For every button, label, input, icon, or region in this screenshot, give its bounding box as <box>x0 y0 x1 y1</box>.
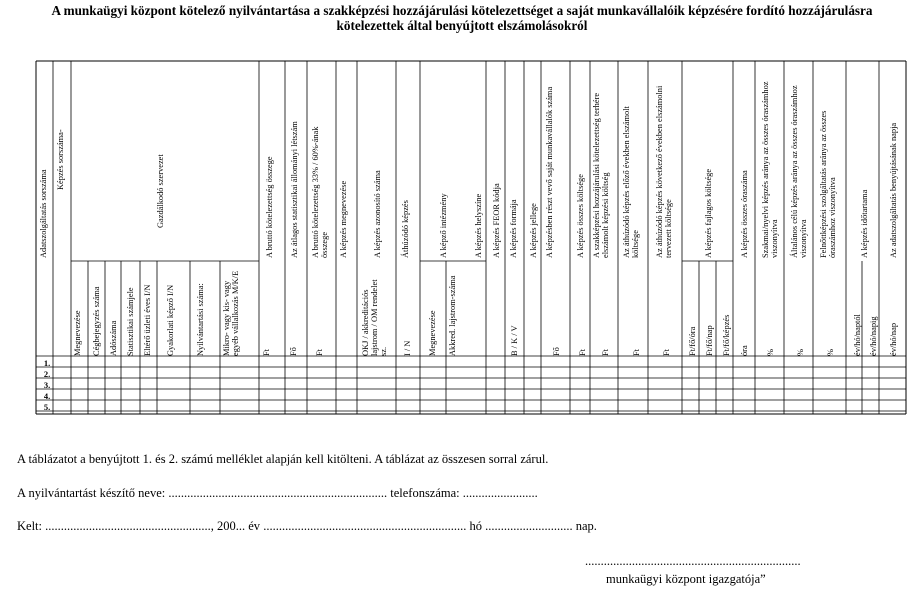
kelt-label: Kelt: <box>17 519 42 533</box>
registrar-phone-field[interactable]: ........................ <box>462 486 538 500</box>
sub-header-fo-1: Fő <box>289 347 298 356</box>
sub-header-ft-fo-nap: Ft/fő/nap <box>705 325 714 356</box>
sub-header-akkred-lajstrom: Akkred. lajstrom-száma <box>448 275 457 356</box>
row-number-5: 5. <box>43 402 51 412</box>
col-header-gazdalkodo: Gazdálkodó szervezet <box>156 154 165 228</box>
place-field[interactable]: ....................................................., <box>45 519 214 533</box>
registrar-line <box>17 486 538 501</box>
col-header-atlagos-letszam: Az átlagos statisztikai állományi létszám <box>290 121 299 258</box>
sub-header-ft-6: Ft <box>662 349 671 356</box>
col-header-felnottkepzes-arany: Felnőttképzési szolgáltatás aránya az összes óraszámhoz viszonyítva <box>819 110 837 258</box>
sub-header-nyilvantartasi: Nyilvántartási száma: <box>196 283 205 356</box>
col-header-kepzes-formaja: A képzés formája <box>509 199 518 258</box>
sub-header-fo-2: Fő <box>552 347 561 356</box>
col-header-benyujtas-napja: Az adatszolgáltatás benyújtásának napja <box>889 122 898 258</box>
sub-header-percent-3: % <box>826 349 835 356</box>
sub-header-vallalkozas-tipus: Mikro- vagy kis- vagy egyéb vállalkozás M/K/E <box>222 270 240 356</box>
signature-title: munkaügyi központ igazgatója” <box>606 572 766 586</box>
col-header-kepzes-megnevezese: A képzés megnevezése <box>339 180 348 258</box>
page-title <box>0 3 924 33</box>
year-field[interactable]: 200... év <box>217 519 261 533</box>
col-header-kepzes-sorszama: Képzés sorszáma- <box>56 129 65 190</box>
month-label: hó <box>469 519 482 533</box>
col-header-kepzes-azonosito: A képzés azonosító száma <box>373 170 382 258</box>
col-header-szakmai-nyelvi-arany: Szakmai/nyelvi képzés aránya az összes óraszámhoz viszonyítva <box>761 81 779 258</box>
sub-header-ft-1: Ft <box>262 349 271 356</box>
day-label: nap. <box>575 519 597 533</box>
dated-line <box>17 519 597 534</box>
col-header-osszes-koltseg: A képzés összes költsége <box>576 174 585 258</box>
sub-header-ft-fo-ora: Ft/fő/óra <box>688 326 697 356</box>
sub-header-b-k-v: B / K / V <box>510 325 519 356</box>
col-header-brutto-33-60: A bruttó kötelezettség 33% / 60%-ának összege <box>311 126 329 258</box>
title-line-1: A munkaügyi központ kötelező nyilvántartása a szakképzési hozzájárulási kötelezettséget a saját munkavállalóik képzésére fordító hozzájárulásra <box>51 3 873 18</box>
row-number-1: 1. <box>43 358 51 368</box>
col-header-altalanos-arany: Általános célú képzés aránya az összes óraszámhoz viszonyítva <box>790 85 808 258</box>
col-header-kovetkezo-evek-koltseg: Az áthúzódó képzés következő években elszámolni tervezett költsége <box>655 85 673 258</box>
col-header-resztvevok-szama: A képzésben részt vevő saját munkavállalók száma <box>545 86 554 258</box>
sub-header-ora: óra <box>740 345 749 356</box>
col-header-elszamolt-koltseg: A szakképzési hozzájárulási kötelezettség terhére elszámolt képzési költség <box>592 92 610 258</box>
col-header-fajlagos-koltseg: A képzés fajlagos költsége <box>704 168 713 258</box>
sub-header-ft-2: Ft <box>315 349 324 356</box>
sub-header-ev-ho-naptol: év/hó/naptól <box>853 314 862 356</box>
col-header-kepzo-intezmeny: A képző intézmény <box>439 193 448 258</box>
sub-header-elteru-uzleti-ev: Eltérő üzleti éves I/N <box>143 284 152 356</box>
row-number-4: 4. <box>43 391 51 401</box>
sub-header-ft-5: Ft <box>632 349 641 356</box>
col-header-kepzes-helyszine: A képzés helyszíne <box>474 193 483 258</box>
sub-header-okj-akkreditacios: OKJ / akkreditációs lajstrom / OM rendelet sz. <box>361 279 388 356</box>
row-number-2: 2. <box>43 369 51 379</box>
sub-header-adoszama: Adószáma <box>109 320 118 356</box>
sub-header-ft-fo-kepzes: Ft/fő/képzés <box>722 314 731 356</box>
signature-line[interactable]: ..................................................................... <box>585 554 801 568</box>
col-header-osszes-oraszam: A képzés összes óraszáma <box>740 170 749 258</box>
col-header-athuzodo-kepzes: Áthúzódó képzés <box>401 200 410 258</box>
sub-header-ev-ho-nap: év/hó/nap <box>889 322 898 356</box>
row-number-3: 3. <box>43 380 51 390</box>
col-header-adatszolgaltatas: Adatszolgáltatás sorszáma <box>39 169 48 258</box>
day-field[interactable]: ............................ <box>485 519 573 533</box>
col-header-elozo-evek-koltseg: Az áthúzódó képzés előző években elszámolt költsége <box>622 106 640 258</box>
sub-header-percent-2: % <box>796 349 805 356</box>
sub-header-i-n: I / N <box>403 340 412 356</box>
sub-header-ev-ho-napig: év/hó/napig <box>869 316 878 356</box>
sub-header-intezmeny-megnevezese: Megnevezése <box>428 310 437 356</box>
registrar-name-field[interactable]: ...................................................................... <box>168 486 388 500</box>
instructions-note: A táblázatot a benyújtott 1. és 2. számú melléklet alapján kell kitölteni. A táblázat az összesen sorral zárul. <box>17 452 549 466</box>
sub-header-statisztikai: Statisztikai számjele <box>126 287 135 356</box>
col-header-feor-kod: A képzés FEOR kódja <box>492 183 501 258</box>
col-header-kepzes-jellege: A képzés jellege <box>529 203 538 258</box>
sub-header-ft-3: Ft <box>578 349 587 356</box>
sub-header-gyakorlati-kepzo: Gyakorlati képző I/N <box>166 284 175 356</box>
col-header-kepzes-idotartama: A képzés időtartama <box>860 189 869 258</box>
sub-header-ft-4: Ft <box>601 349 610 356</box>
col-header-brutto-kotelezettseg: A bruttó kötelezettség összege <box>265 156 274 258</box>
sub-header-percent-1: % <box>766 349 775 356</box>
sub-header-cegbejegyzes: Cégbejegyzés száma <box>92 286 101 356</box>
registrar-phone-label: telefonszáma: <box>390 486 460 500</box>
title-line-2: kötelezettek által benyújtott elszámolásokról <box>336 18 588 33</box>
month-field[interactable]: ................................................................. <box>263 519 467 533</box>
sub-header-megnevezese: Megnevezése <box>73 310 82 356</box>
registrar-name-label: A nyilvántartást készítő neve: <box>17 486 166 500</box>
